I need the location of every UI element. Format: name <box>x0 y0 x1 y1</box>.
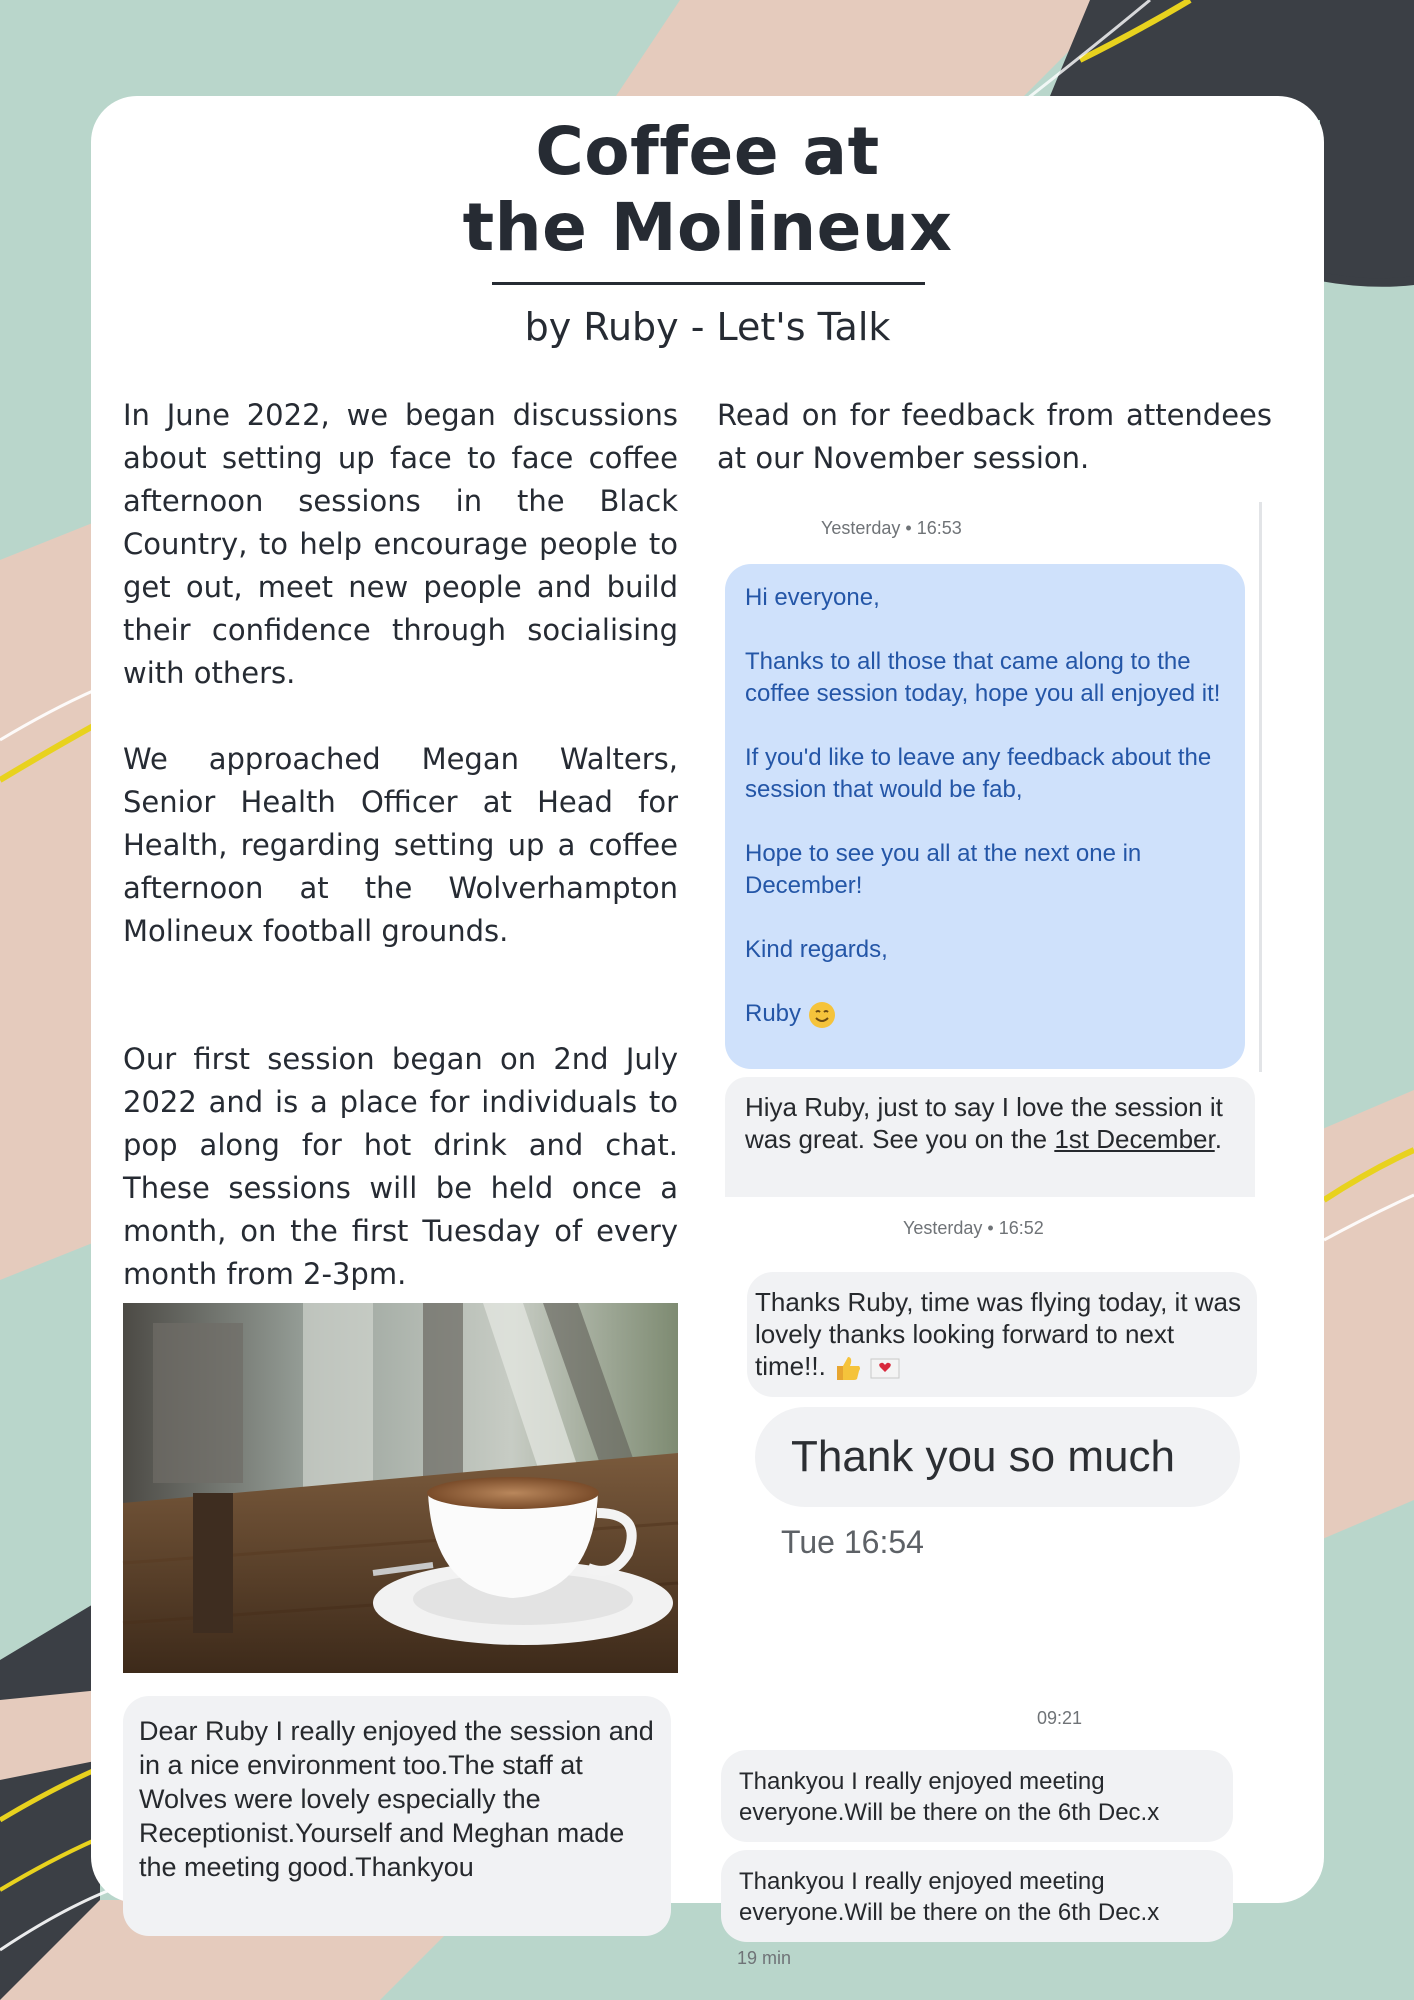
chat-scrollbar <box>1259 502 1262 1072</box>
thankyou-bubble: Thankyou I really enjoyed meeting everyone.Will be there on the 6th Dec.x <box>721 1850 1233 1942</box>
message-name: Ruby <box>745 1000 802 1027</box>
thankyou-bubble: Thankyou I really enjoyed meeting everyone.Will be there on the 6th Dec.x <box>721 1750 1233 1842</box>
title-divider <box>492 282 925 285</box>
timestamp: 19 min <box>737 1948 792 1968</box>
chat-screenshots <box>715 502 1275 1982</box>
newsletter-card <box>91 96 1324 1968</box>
love-letter-icon <box>870 1356 900 1380</box>
thanks-ruby-bubble <box>747 1272 1257 1397</box>
article-title-line2: the Molineux <box>462 189 953 266</box>
intro-paragraph: In June 2022, we began discussions about setting up face to face coffee afternoon sessions in the Black Country, to help encourage people to get out, meet new people and build their confidence through socialising with others. <box>123 398 678 690</box>
message-text: Hiya Ruby, just to say I love the session it was great. See you on the <box>745 1092 1223 1154</box>
message-text: . <box>1214 1124 1222 1154</box>
article-title-line1: Coffee at <box>535 113 880 190</box>
message-line: Thanks to all those that came along to the coffee session today, hope you all enjoyed it! <box>745 648 1221 707</box>
megan-paragraph: We approached Megan Walters, Senior Health Officer at Head for Health, regarding setting up a coffee afternoon at the Wolverhampton Molineux football grounds. <box>123 742 678 948</box>
feedback-intro-paragraph: Read on for feedback from attendees at our November session. <box>717 398 1272 475</box>
ruby-message-bubble <box>725 564 1245 1069</box>
message-signoff: Kind regards, <box>745 936 888 963</box>
article-byline: by Ruby - Let's Talk <box>524 305 891 349</box>
timestamp: Yesterday • 16:53 <box>821 518 962 538</box>
first-session-paragraph: Our first session began on 2nd July 2022 and is a place for individuals to pop along for hot drink and chat. These sessions will be held once a month, on the first Tuesday of every month from 2-3pm. <box>123 1042 678 1291</box>
thank-you-so-much-bubble: Thank you so much <box>755 1407 1240 1507</box>
feedback-bubble-dear-ruby: Dear Ruby I really enjoyed the session and in a nice environment too.The staff at Wolves were lovely especially the Receptionist.Yourself and Meghan made the meeting good.Thankyou <box>123 1696 671 1936</box>
timestamp: 09:21 <box>1037 1708 1083 1728</box>
date-link[interactable]: 1st December <box>1054 1124 1215 1154</box>
message-line: Hope to see you all at the next one in December! <box>745 840 1142 899</box>
coffee-cup-photo <box>123 1303 678 1673</box>
timestamp: Tue 16:54 <box>781 1524 924 1560</box>
message-text: Thanks Ruby, time was flying today, it was lovely thanks looking forward to next time!!. <box>755 1287 1242 1381</box>
thumbs-up-icon <box>833 1354 863 1382</box>
message-greeting: Hi everyone, <box>745 584 880 611</box>
timestamp: Yesterday • 16:52 <box>903 1218 1044 1238</box>
hiya-ruby-bubble <box>725 1077 1255 1197</box>
message-line: If you'd like to leave any feedback about the session that would be fab, <box>745 744 1212 803</box>
smiling-face-icon <box>808 1001 836 1029</box>
